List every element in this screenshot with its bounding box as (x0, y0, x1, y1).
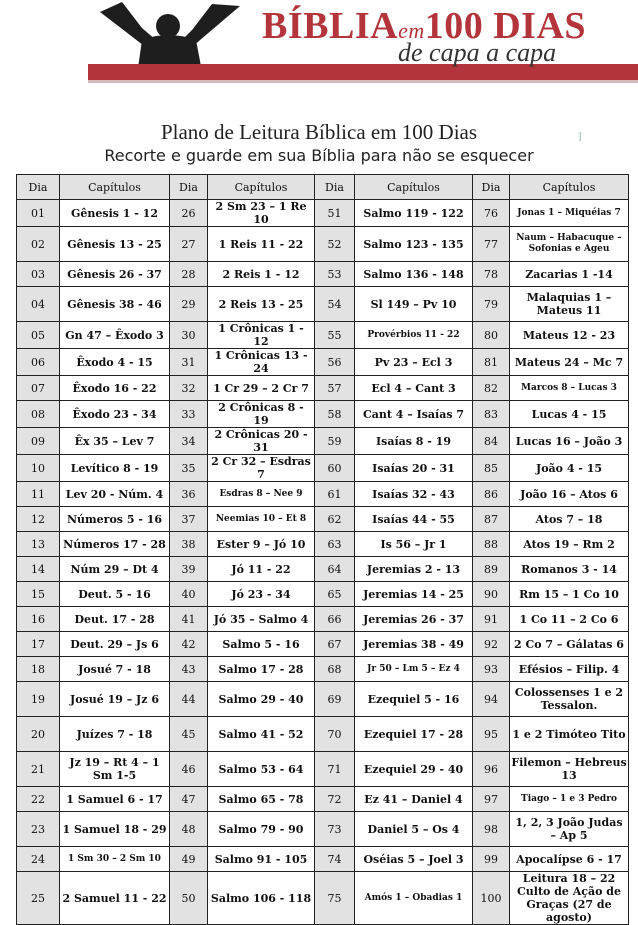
chapters-cell: 2 Reis 1 - 12 (208, 262, 315, 287)
page-title: Plano de Leitura Bíblica em 100 Dias (160, 120, 478, 144)
chapters-cell: Atos 19 – Rm 2 (510, 532, 629, 557)
chapters-cell: 1 e 2 Timóteo Tito (510, 717, 629, 752)
chapters-cell: Jeremias 2 - 13 (355, 557, 473, 582)
day-cell: 40 (170, 582, 208, 607)
day-cell: 36 (170, 482, 208, 507)
chapters-cell: Colossenses 1 e 2 Tessalon. (510, 682, 629, 717)
chapters-cell: Rm 15 – 1 Co 10 (510, 582, 629, 607)
chapters-cell: Salmo 79 - 90 (208, 812, 315, 847)
chapters-cell: 1 Samuel 6 - 17 (60, 787, 170, 812)
chapters-cell: Salmo 136 - 148 (355, 262, 473, 287)
table-row (17, 455, 629, 482)
table-row (17, 717, 629, 752)
chapters-cell: Cant 4 – Isaías 7 (355, 401, 473, 428)
chapters-cell: Gênesis 1 - 12 (60, 200, 170, 227)
day-cell: 51 (315, 200, 355, 227)
logo-subtitle: de capa a capa (398, 38, 557, 67)
column-header: Capítulos (60, 175, 170, 200)
day-cell: 77 (473, 227, 510, 262)
chapters-cell: Mateus 12 - 23 (510, 322, 629, 349)
chapters-cell: Jó 35 – Salmo 4 (208, 607, 315, 632)
day-cell: 94 (473, 682, 510, 717)
chapters-cell: Isaías 44 - 55 (355, 507, 473, 532)
chapters-cell: Salmo 17 - 28 (208, 657, 315, 682)
chapters-cell: Ester 9 – Jó 10 (208, 532, 315, 557)
chapters-cell: Salmo 53 - 64 (208, 752, 315, 787)
table-row (17, 632, 629, 657)
chapters-cell: Romanos 3 - 14 (510, 557, 629, 582)
day-cell: 25 (17, 872, 60, 925)
day-cell: 95 (473, 717, 510, 752)
day-cell: 88 (473, 532, 510, 557)
column-header: Capítulos (208, 175, 315, 200)
day-cell: 02 (17, 227, 60, 262)
chapters-cell: Malaquias 1 – Mateus 11 (510, 287, 629, 322)
chapters-cell: Jeremias 26 - 37 (355, 607, 473, 632)
table-row (17, 557, 629, 582)
day-cell: 83 (473, 401, 510, 428)
table-row (17, 847, 629, 872)
day-cell: 11 (17, 482, 60, 507)
day-cell: 68 (315, 657, 355, 682)
page-subtitle: Recorte e guarde em sua Bíblia para não se esquecer (104, 146, 534, 165)
day-cell: 98 (473, 812, 510, 847)
chapters-cell: Oséias 5 – Joel 3 (355, 847, 473, 872)
day-cell: 82 (473, 376, 510, 401)
chapters-cell: Jó 23 - 34 (208, 582, 315, 607)
logo-title: BÍBLIAem100 DIAS (262, 5, 587, 47)
day-cell: 52 (315, 227, 355, 262)
chapters-cell: Lucas 16 – João 3 (510, 428, 629, 455)
day-cell: 38 (170, 532, 208, 557)
day-cell: 69 (315, 682, 355, 717)
chapters-cell: 2 Crônicas 20 - 31 (208, 428, 315, 455)
day-cell: 30 (170, 322, 208, 349)
table-row (17, 507, 629, 532)
day-cell: 12 (17, 507, 60, 532)
chapters-cell: Naum – Habacuque – Sofonias e Ageu (510, 227, 629, 262)
chapters-cell: Salmo 41 - 52 (208, 717, 315, 752)
day-cell: 53 (315, 262, 355, 287)
chapters-cell: Josué 7 - 18 (60, 657, 170, 682)
day-cell: 01 (17, 200, 60, 227)
chapters-cell: 1 Cr 29 – 2 Cr 7 (208, 376, 315, 401)
day-cell: 81 (473, 349, 510, 376)
table-row (17, 607, 629, 632)
chapters-cell: Gênesis 26 - 37 (60, 262, 170, 287)
day-cell: 39 (170, 557, 208, 582)
day-cell: 64 (315, 557, 355, 582)
day-cell: 48 (170, 812, 208, 847)
chapters-cell: Zacarias 1 -14 (510, 262, 629, 287)
chapters-cell: Números 5 - 16 (60, 507, 170, 532)
table-row (17, 401, 629, 428)
day-cell: 75 (315, 872, 355, 925)
table-row (17, 376, 629, 401)
chapters-cell: Deut. 17 - 28 (60, 607, 170, 632)
day-cell: 80 (473, 322, 510, 349)
day-cell: 74 (315, 847, 355, 872)
chapters-cell: 1 Co 11 – 2 Co 6 (510, 607, 629, 632)
day-cell: 91 (473, 607, 510, 632)
chapters-cell: Salmo 5 - 16 (208, 632, 315, 657)
day-cell: 43 (170, 657, 208, 682)
table-row (17, 482, 629, 507)
chapters-cell: Filemon – Hebreus 13 (510, 752, 629, 787)
chapters-cell: Núm 29 – Dt 4 (60, 557, 170, 582)
table-row (17, 200, 629, 227)
day-cell: 96 (473, 752, 510, 787)
chapters-cell: Esdras 8 – Nee 9 (208, 482, 315, 507)
day-cell: 42 (170, 632, 208, 657)
chapters-cell: 1 Crônicas 13 - 24 (208, 349, 315, 376)
day-cell: 44 (170, 682, 208, 717)
table-header-row (17, 175, 629, 200)
chapters-cell: Ecl 4 – Cant 3 (355, 376, 473, 401)
table-row (17, 812, 629, 847)
day-cell: 90 (473, 582, 510, 607)
day-cell: 63 (315, 532, 355, 557)
column-header: Capítulos (510, 175, 629, 200)
chapters-cell: Jr 50 – Lm 5 – Ez 4 (355, 657, 473, 682)
table-row (17, 657, 629, 682)
chapters-cell: Salmo 106 - 118 (208, 872, 315, 925)
chapters-cell: Salmo 65 - 78 (208, 787, 315, 812)
day-cell: 03 (17, 262, 60, 287)
chapters-cell: 2 Samuel 11 - 22 (60, 872, 170, 925)
day-cell: 06 (17, 349, 60, 376)
chapters-cell: Lev 20 - Núm. 4 (60, 482, 170, 507)
day-cell: 99 (473, 847, 510, 872)
day-cell: 97 (473, 787, 510, 812)
column-header: Dia (17, 175, 60, 200)
day-cell: 31 (170, 349, 208, 376)
day-cell: 78 (473, 262, 510, 287)
chapters-cell: Gn 47 – Êxodo 3 (60, 322, 170, 349)
chapters-cell: Salmo 29 - 40 (208, 682, 315, 717)
day-cell: 28 (170, 262, 208, 287)
table-row (17, 582, 629, 607)
table-row (17, 787, 629, 812)
day-cell: 05 (17, 322, 60, 349)
day-cell: 92 (473, 632, 510, 657)
chapters-cell: Efésios – Filip. 4 (510, 657, 629, 682)
day-cell: 18 (17, 657, 60, 682)
chapters-cell: Gênesis 13 - 25 (60, 227, 170, 262)
chapters-cell: 1, 2, 3 João Judas – Ap 5 (510, 812, 629, 847)
chapters-cell: Neemias 10 – Et 8 (208, 507, 315, 532)
day-cell: 46 (170, 752, 208, 787)
table-row (17, 872, 629, 925)
day-cell: 79 (473, 287, 510, 322)
day-cell: 66 (315, 607, 355, 632)
day-cell: 60 (315, 455, 355, 482)
day-cell: 65 (315, 582, 355, 607)
day-cell: 16 (17, 607, 60, 632)
chapters-cell: Ezequiel 29 - 40 (355, 752, 473, 787)
day-cell: 73 (315, 812, 355, 847)
chapters-cell: Tiago – 1 e 3 Pedro (510, 787, 629, 812)
chapters-cell: Pv 23 – Ecl 3 (355, 349, 473, 376)
day-cell: 13 (17, 532, 60, 557)
chapters-cell: João 16 – Atos 6 (510, 482, 629, 507)
day-cell: 87 (473, 507, 510, 532)
day-cell: 22 (17, 787, 60, 812)
chapters-cell: Êxodo 16 - 22 (60, 376, 170, 401)
chapters-cell: Marcos 8 – Lucas 3 (510, 376, 629, 401)
chapters-cell: 2 Reis 13 - 25 (208, 287, 315, 322)
chapters-cell: Êxodo 4 - 15 (60, 349, 170, 376)
table-row (17, 262, 629, 287)
day-cell: 89 (473, 557, 510, 582)
chapters-cell: Êxodo 23 - 34 (60, 401, 170, 428)
chapters-cell: Isaías 8 - 19 (355, 428, 473, 455)
column-header: Dia (170, 175, 208, 200)
chapters-cell: Atos 7 – 18 (510, 507, 629, 532)
day-cell: 71 (315, 752, 355, 787)
chapters-cell: 1 Reis 11 - 22 (208, 227, 315, 262)
day-cell: 72 (315, 787, 355, 812)
chapters-cell: Deut. 5 - 16 (60, 582, 170, 607)
chapters-cell: Deut. 29 – Js 6 (60, 632, 170, 657)
day-cell: 26 (170, 200, 208, 227)
day-cell: 62 (315, 507, 355, 532)
day-cell: 07 (17, 376, 60, 401)
day-cell: 14 (17, 557, 60, 582)
chapters-cell: Juízes 7 - 18 (60, 717, 170, 752)
day-cell: 21 (17, 752, 60, 787)
chapters-cell: João 4 - 15 (510, 455, 629, 482)
day-cell: 100 (473, 872, 510, 925)
chapters-cell: Jonas 1 – Miquéias 7 (510, 200, 629, 227)
table-row (17, 428, 629, 455)
table-row (17, 752, 629, 787)
column-header: Dia (315, 175, 355, 200)
table-row (17, 682, 629, 717)
day-cell: 29 (170, 287, 208, 322)
day-cell: 10 (17, 455, 60, 482)
chapters-cell: Ezequiel 5 - 16 (355, 682, 473, 717)
day-cell: 45 (170, 717, 208, 752)
column-header: Dia (473, 175, 510, 200)
day-cell: 33 (170, 401, 208, 428)
day-cell: 32 (170, 376, 208, 401)
chapters-cell: Provérbios 11 - 22 (355, 322, 473, 349)
chapters-cell: 2 Sm 23 – 1 Re 10 (208, 200, 315, 227)
chapters-cell: 2 Cr 32 – Esdras 7 (208, 455, 315, 482)
day-cell: 37 (170, 507, 208, 532)
day-cell: 59 (315, 428, 355, 455)
chapters-cell: Ez 41 – Daniel 4 (355, 787, 473, 812)
day-cell: 76 (473, 200, 510, 227)
chapters-cell: Jeremias 14 - 25 (355, 582, 473, 607)
table-row (17, 287, 629, 322)
chapters-cell: Números 17 - 28 (60, 532, 170, 557)
day-cell: 34 (170, 428, 208, 455)
chapters-cell: Amós 1 – Obadias 1 (355, 872, 473, 925)
chapters-cell: 2 Co 7 – Gálatas 6 (510, 632, 629, 657)
chapters-cell: 1 Sm 30 – 2 Sm 10 (60, 847, 170, 872)
chapters-cell: 1 Crônicas 1 - 12 (208, 322, 315, 349)
reading-plan-table (16, 174, 629, 925)
header-banner (0, 0, 638, 82)
chapters-cell: Josué 19 – Jz 6 (60, 682, 170, 717)
chapters-cell: Is 56 – Jr 1 (355, 532, 473, 557)
chapters-cell: Salmo 91 - 105 (208, 847, 315, 872)
day-cell: 08 (17, 401, 60, 428)
chapters-cell: Sl 149 – Pv 10 (355, 287, 473, 322)
day-cell: 20 (17, 717, 60, 752)
chapters-cell: Ezequiel 17 - 28 (355, 717, 473, 752)
day-cell: 86 (473, 482, 510, 507)
day-cell: 24 (17, 847, 60, 872)
day-cell: 09 (17, 428, 60, 455)
chapters-cell: Mateus 24 – Mc 7 (510, 349, 629, 376)
chapters-cell: Jeremias 38 - 49 (355, 632, 473, 657)
day-cell: 58 (315, 401, 355, 428)
small-mark: ĵ (579, 132, 582, 142)
day-cell: 27 (170, 227, 208, 262)
table-row (17, 322, 629, 349)
day-cell: 41 (170, 607, 208, 632)
chapters-cell: Levítico 8 - 19 (60, 455, 170, 482)
day-cell: 70 (315, 717, 355, 752)
chapters-cell: 1 Samuel 18 - 29 (60, 812, 170, 847)
column-header: Capítulos (355, 175, 473, 200)
day-cell: 23 (17, 812, 60, 847)
day-cell: 47 (170, 787, 208, 812)
table-row (17, 349, 629, 376)
day-cell: 55 (315, 322, 355, 349)
chapters-cell: Salmo 119 - 122 (355, 200, 473, 227)
day-cell: 61 (315, 482, 355, 507)
day-cell: 49 (170, 847, 208, 872)
day-cell: 19 (17, 682, 60, 717)
day-cell: 17 (17, 632, 60, 657)
chapters-cell: Gênesis 38 - 46 (60, 287, 170, 322)
chapters-cell: Salmo 123 - 135 (355, 227, 473, 262)
chapters-cell: 2 Crônicas 8 - 19 (208, 401, 315, 428)
chapters-cell: Êx 35 – Lev 7 (60, 428, 170, 455)
chapters-cell: Daniel 5 – Os 4 (355, 812, 473, 847)
banner-shadow (88, 80, 638, 83)
day-cell: 57 (315, 376, 355, 401)
day-cell: 56 (315, 349, 355, 376)
day-cell: 04 (17, 287, 60, 322)
day-cell: 85 (473, 455, 510, 482)
day-cell: 54 (315, 287, 355, 322)
chapters-cell: Leitura 18 – 22 Culto de Ação de Graças (27 de agosto) (510, 872, 629, 925)
table-row (17, 227, 629, 262)
day-cell: 84 (473, 428, 510, 455)
chapters-cell: Jó 11 - 22 (208, 557, 315, 582)
table-row (17, 532, 629, 557)
day-cell: 50 (170, 872, 208, 925)
chapters-cell: Isaías 20 - 31 (355, 455, 473, 482)
day-cell: 67 (315, 632, 355, 657)
chapters-cell: Apocalípse 6 - 17 (510, 847, 629, 872)
chapters-cell: Isaías 32 - 43 (355, 482, 473, 507)
chapters-cell: Jz 19 – Rt 4 – 1 Sm 1-5 (60, 752, 170, 787)
day-cell: 15 (17, 582, 60, 607)
day-cell: 93 (473, 657, 510, 682)
chapters-cell: Lucas 4 - 15 (510, 401, 629, 428)
day-cell: 35 (170, 455, 208, 482)
